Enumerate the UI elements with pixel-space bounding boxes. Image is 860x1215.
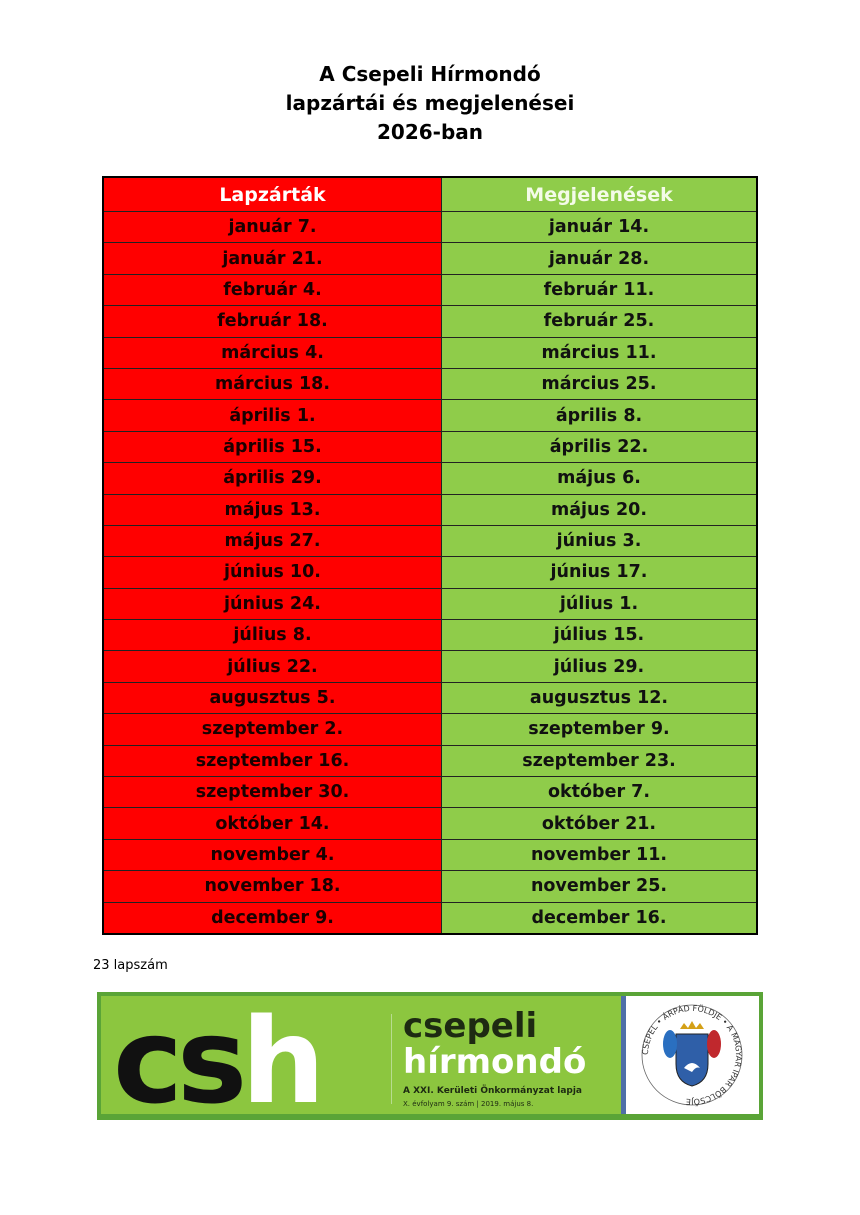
schedule-table [102, 176, 758, 935]
table-row [103, 368, 757, 399]
deadline-date: június 24. [103, 588, 442, 619]
logo-divider [391, 1014, 392, 1104]
publication-date: január 14. [442, 212, 758, 243]
title-line-2: lapzártái és megjelenései [285, 91, 575, 115]
deadline-date: február 4. [103, 274, 442, 305]
deadline-date: március 18. [103, 368, 442, 399]
publication-date: szeptember 9. [442, 714, 758, 745]
deadline-date: április 15. [103, 431, 442, 462]
publication-date: június 17. [442, 557, 758, 588]
table-row [103, 431, 757, 462]
publication-date: december 16. [442, 902, 758, 934]
table-row [103, 274, 757, 305]
logo-green-panel [101, 992, 621, 1130]
table-row [103, 777, 757, 808]
publication-date: május 6. [442, 463, 758, 494]
table-row [103, 337, 757, 368]
table-row [103, 808, 757, 839]
table-row [103, 525, 757, 556]
seal-text: CSEPEL • ÁRPÁD FÖLDJE • A MAGYAR IPAR BÖLCSŐJE [640, 1003, 744, 1107]
publication-date: február 11. [442, 274, 758, 305]
table-row [103, 745, 757, 776]
deadline-date: május 27. [103, 525, 442, 556]
deadline-date: február 18. [103, 306, 442, 337]
publication-date: március 25. [442, 368, 758, 399]
table-row [103, 682, 757, 713]
table-row [103, 212, 757, 243]
page-title [0, 60, 860, 147]
deadline-date: március 4. [103, 337, 442, 368]
table-row [103, 902, 757, 934]
deadline-date: április 1. [103, 400, 442, 431]
table-row [103, 714, 757, 745]
publication-date: július 1. [442, 588, 758, 619]
logo-issue-info: X. évfolyam 9. szám | 2019. május 8. [403, 1100, 534, 1108]
deadline-date: július 8. [103, 620, 442, 651]
deadline-date: szeptember 2. [103, 714, 442, 745]
deadline-date: december 9. [103, 902, 442, 934]
logo-h: h [241, 992, 320, 1130]
table-row [103, 620, 757, 651]
publication-date: január 28. [442, 243, 758, 274]
deadline-date: október 14. [103, 808, 442, 839]
deadline-date: május 13. [103, 494, 442, 525]
table-row [103, 871, 757, 902]
table-row [103, 243, 757, 274]
deadline-date: június 10. [103, 557, 442, 588]
deadline-date: július 22. [103, 651, 442, 682]
publication-date: november 11. [442, 839, 758, 870]
publication-date: szeptember 23. [442, 745, 758, 776]
publication-date: augusztus 12. [442, 682, 758, 713]
table-row [103, 588, 757, 619]
deadline-date: április 29. [103, 463, 442, 494]
publication-date: július 29. [442, 651, 758, 682]
table-row [103, 494, 757, 525]
header-publications: Megjelenések [442, 177, 758, 212]
table-header-row [103, 177, 757, 212]
title-line-3: 2026-ban [376, 120, 483, 144]
publication-date: április 22. [442, 431, 758, 462]
newspaper-logo-banner [97, 992, 763, 1130]
publication-date: október 21. [442, 808, 758, 839]
deadline-date: november 4. [103, 839, 442, 870]
publication-date: június 3. [442, 525, 758, 556]
table-row [103, 651, 757, 682]
table-row [103, 400, 757, 431]
deadline-date: szeptember 16. [103, 745, 442, 776]
table-row [103, 839, 757, 870]
publication-date: október 7. [442, 777, 758, 808]
publication-date: április 8. [442, 400, 758, 431]
logo-name-line2: hírmondó [403, 1042, 587, 1082]
table-row [103, 306, 757, 337]
logo-name-line1: csepeli [403, 1006, 538, 1046]
publication-date: november 25. [442, 871, 758, 902]
table-row [103, 557, 757, 588]
publication-date: július 15. [442, 620, 758, 651]
issue-count: 23 lapszám [93, 958, 168, 973]
logo-subtitle: A XXI. Kerületi Önkormányzat lapja [403, 1086, 583, 1096]
publication-date: március 11. [442, 337, 758, 368]
deadline-date: augusztus 5. [103, 682, 442, 713]
logo-cs: cs [113, 992, 242, 1130]
deadline-date: január 7. [103, 212, 442, 243]
title-line-1: A Csepeli Hírmondó [319, 62, 541, 86]
deadline-date: szeptember 30. [103, 777, 442, 808]
table-row [103, 463, 757, 494]
deadline-date: november 18. [103, 871, 442, 902]
deadline-date: január 21. [103, 243, 442, 274]
publication-date: február 25. [442, 306, 758, 337]
header-deadlines: Lapzárták [103, 177, 442, 212]
coat-of-arms-seal-icon [626, 996, 759, 1114]
publication-date: május 20. [442, 494, 758, 525]
csh-logo-mark [113, 992, 320, 1130]
